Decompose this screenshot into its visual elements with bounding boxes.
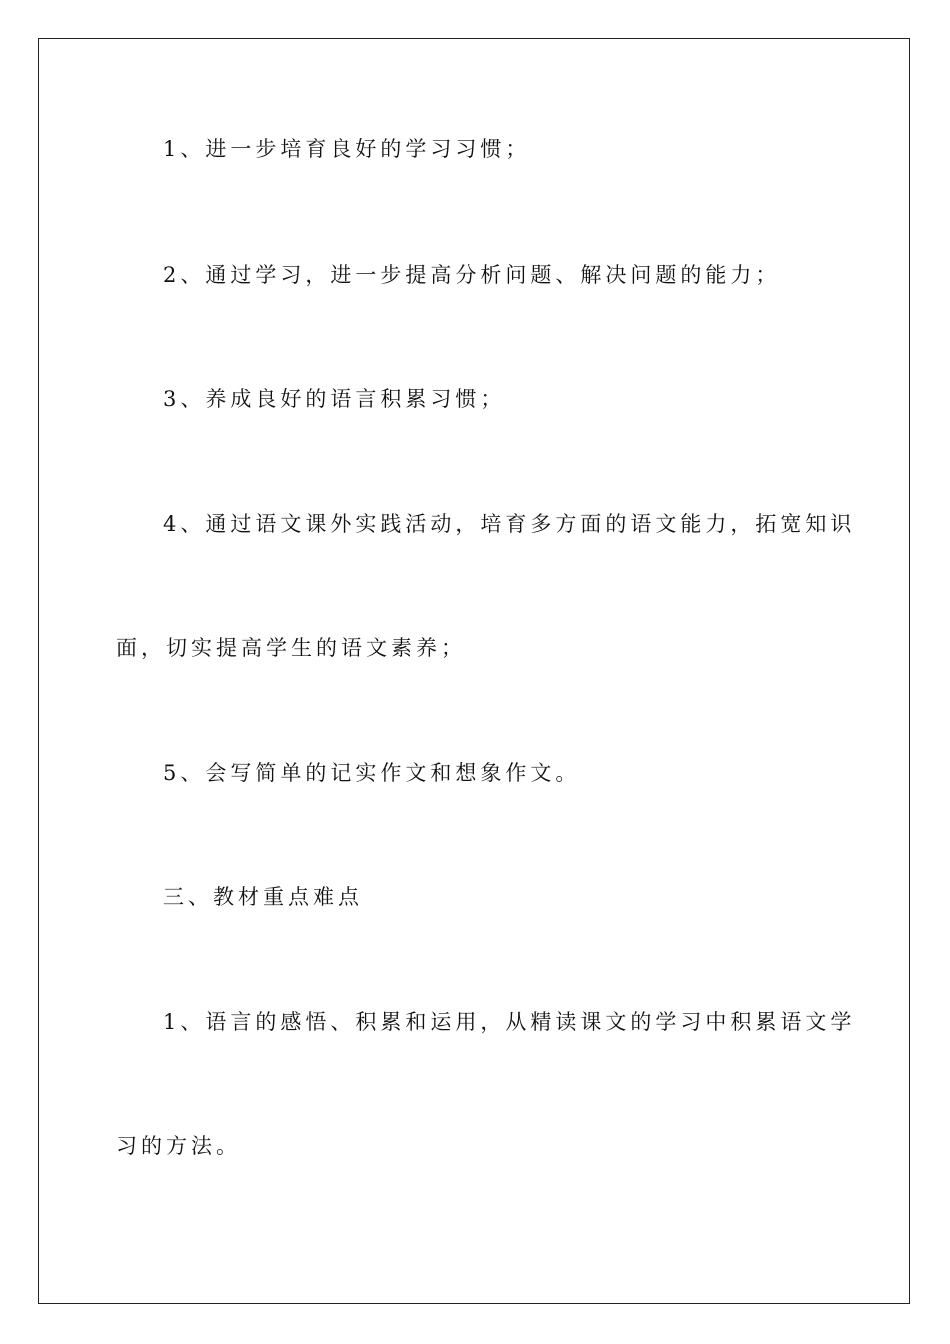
section-heading: 三、教材重点难点: [163, 885, 363, 909]
goal-item-4: 4、通过语文课外实践活动，培育多方面的语文能力，拓宽知识: [163, 512, 856, 536]
goal-item-2: 2、通过学习，进一步提高分析问题、解决问题的能力；: [163, 263, 781, 287]
goal-item-4-continued: 面，切实提高学生的语文素养；: [116, 636, 466, 660]
goal-item-3: 3、养成良好的语言积累习惯；: [163, 387, 506, 411]
key-point-1-continued: 习的方法。: [116, 1134, 241, 1158]
key-point-1: 1、语言的感悟、积累和运用，从精读课文的学习中积累语文学: [163, 1010, 856, 1034]
page-frame: [38, 38, 910, 1304]
goal-item-5: 5、会写简单的记实作文和想象作文。: [163, 761, 581, 785]
goal-item-1: 1、进一步培育良好的学习习惯；: [163, 137, 531, 161]
